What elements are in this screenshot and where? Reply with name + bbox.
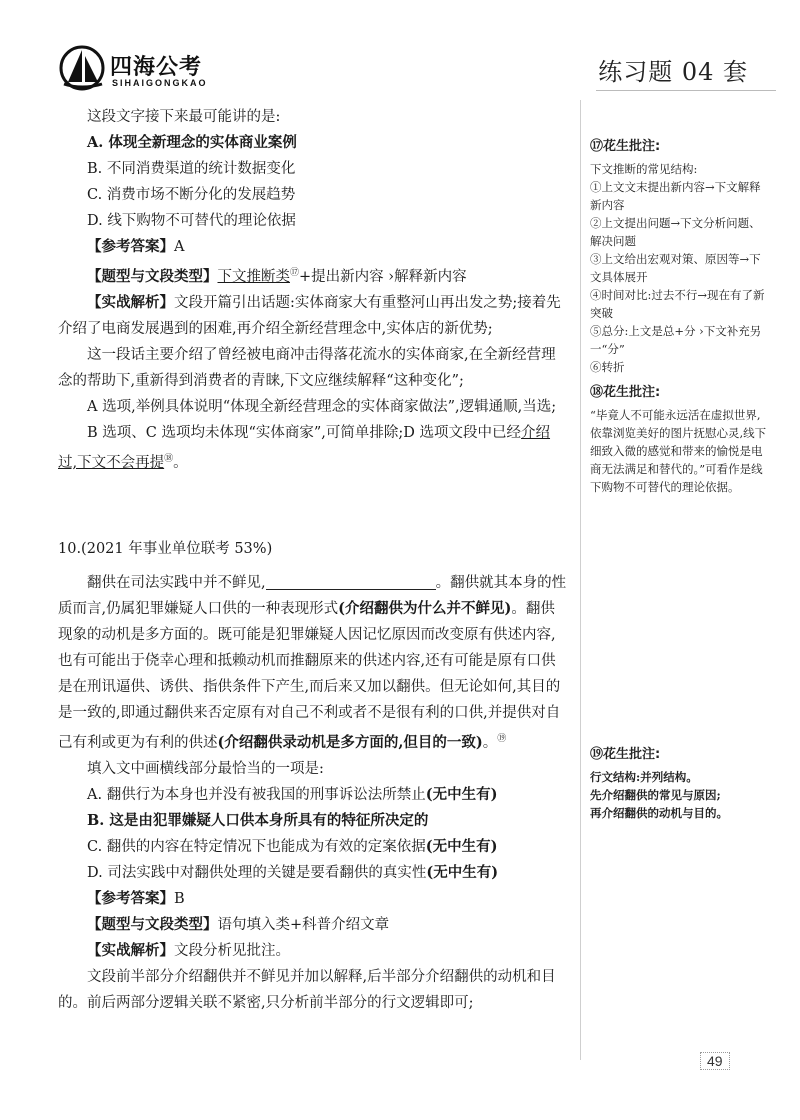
q9-paragraph-3: A 选项,举例具体说明“体现全新经营理念的实体商家做法”,逻辑通顺,当选;	[87, 398, 557, 415]
passage-part-a: 翻供在司法实践中并不鲜见,	[87, 575, 266, 591]
note-head: ⑱花生批注:	[590, 385, 661, 400]
q10-paragraph-last: 文段前半部分介绍翻供并不鲜见并加以解释,后半部分介绍翻供的动机和目的。前后两部分逻辑关联不紧密,只分析前半部分的行文逻辑即可;	[58, 968, 556, 1011]
para4-end: 。	[173, 454, 188, 471]
note-line: ⑥转折	[590, 360, 625, 374]
option-tag: (无中生有)	[426, 863, 499, 881]
note-line: ⑤总分:上文是总+分 ›下文补充另一“分”	[590, 324, 762, 356]
q10-analysis	[58, 938, 568, 964]
q10-option-c	[58, 834, 568, 860]
answer-value: B	[174, 890, 185, 907]
answer-label: 【参考答案】	[87, 889, 174, 907]
q9-option-c: C. 消费市场不断分化的发展趋势	[87, 187, 296, 203]
passage-part-c: 。翻供现象的动机是多方面的。既可能是犯罪嫌疑人因记忆原因而改变原有供述内容,也有可能出于侥幸心理和抵赖动机而推翻原来的供述内容,还有可能是原有口供是在刑讯逼供、诱供、指供条件下产生,而后来又加以翻供。但无论如何,其目的是一致的,即通过翻供来否定原有对自己不利或者不是很有利的口供,并提供对自己有利或更为有利的供述	[58, 601, 561, 751]
para4-text-b: 介绍过,下文不会再提	[58, 424, 551, 471]
note-line: ①上文文末提出新内容→下文解释新内容	[590, 180, 761, 212]
note-ref-17: ⑰	[290, 268, 300, 278]
q10-type	[58, 912, 568, 938]
q9-option-d: D. 线下购物不可替代的理论依据	[87, 213, 296, 229]
passage-part-b: 。翻供就其本身的性质而言,仍属犯罪嫌疑人口供的一种表现形式	[58, 575, 567, 617]
q10-option-d	[58, 860, 568, 886]
note-line: ③上文给出宏观对策、原因等→下文具体展开	[590, 252, 761, 284]
option-tag: (无中生有)	[425, 785, 498, 803]
header-divider	[596, 90, 776, 91]
q9-type	[58, 260, 568, 290]
q10-passage	[58, 570, 568, 756]
q10-option-b	[58, 808, 568, 834]
note-line: 行文结构:并列结构。	[590, 770, 698, 784]
q9-option-a: A. 体现全新理念的实体商业案例	[87, 134, 297, 151]
passage-note-1: (介绍翻供为什么并不鲜见)	[338, 600, 512, 617]
note-line: “毕竟人不可能永远活在虚拟世界,依靠浏览美好的图片抚慰心灵,线下细致入微的感觉和带来的愉悦是电商无法满足和替代的。”可看作是线下购物不可替代的理论依据。	[590, 408, 767, 494]
note-ref-19: ⑲	[497, 734, 507, 744]
analysis-label: 【实战解析】	[87, 941, 174, 959]
q9-option-b: B. 不同消费渠道的统计数据变化	[87, 161, 296, 177]
type-text: 下文推断类	[217, 268, 290, 285]
answer-label: 【参考答案】	[87, 238, 174, 255]
question-10-section	[58, 536, 568, 1016]
passage-end: 。	[482, 734, 498, 751]
type-label: 【题型与文段类型】	[87, 915, 218, 933]
set-title: 练习题 04 套	[598, 58, 748, 86]
question-9-section	[58, 104, 568, 476]
side-note-17	[590, 138, 772, 376]
note-line: 下文推断的常见结构:	[590, 162, 698, 176]
q9-paragraph-2: 这一段话主要介绍了曾经被电商冲击得落花流水的实体商家,在全新经营理念的帮助下,重新得到消费者的青睐,下文应继续解释“这种变化”;	[58, 346, 556, 389]
type-label: 【题型与文段类型】	[87, 267, 218, 285]
note-line: 再介绍翻供的动机与目的。	[590, 806, 728, 820]
brand-logo	[58, 44, 208, 92]
analysis-text: 文段分析见批注。	[174, 942, 290, 959]
sail-logo-icon	[58, 44, 108, 92]
q9-paragraph-4	[58, 420, 568, 476]
q10-prompt: 填入文中画横线部分最恰当的一项是:	[87, 760, 324, 777]
q9-prompt: 这段文字接下来最可能讲的是:	[87, 109, 281, 125]
note-line: ④时间对比:过去不行→现在有了新突破	[590, 288, 765, 320]
q9-analysis	[58, 290, 568, 342]
note-head: ⑲花生批注:	[590, 747, 661, 762]
q9-answer	[58, 234, 568, 260]
q10-heading: 10.(2021 年事业单位联考 53%)	[58, 541, 273, 557]
answer-value: A	[174, 239, 185, 255]
option-text: D. 司法实践中对翻供处理的关键是要看翻供的真实性	[87, 864, 427, 881]
sidebar-divider	[580, 100, 581, 1060]
note-line: ②上文提出问题→下文分析问题、解决问题	[590, 216, 761, 248]
option-text: A. 翻供行为本身也并没有被我国的刑事诉讼法所禁止	[87, 786, 426, 803]
para4-text-a: B 选项、C 选项均未体现“实体商家”,可简单排除;D 选项文段中已经	[87, 424, 522, 441]
analysis-text: 文段开篇引出话题:实体商家大有重整河山再出发之势;接着先介绍了电商发展遇到的困难,再介绍全新经营理念中,实体店的新优势;	[58, 294, 561, 337]
q10-option-a	[58, 782, 568, 808]
side-note-19	[590, 746, 772, 822]
analysis-label: 【实战解析】	[87, 293, 174, 311]
note-line: 先介绍翻供的常见与原因;	[590, 788, 721, 802]
passage-note-2: (介绍翻供录动机是多方面的,但目的一致)	[217, 733, 483, 751]
option-text: B. 这是由犯罪嫌疑人口供本身所具有的特征所决定的	[87, 811, 429, 829]
page-number: 49	[700, 1052, 730, 1070]
note-ref-18: ⑱	[164, 453, 174, 464]
logo-text-cn: 四海公考	[110, 55, 203, 80]
fill-blank	[266, 573, 436, 590]
type-text: 语句填入类+科普介绍文章	[217, 916, 390, 933]
logo-text-en: SIHAIGONGKAO	[112, 78, 208, 88]
type-rest: +提出新内容 ›解释新内容	[299, 268, 467, 285]
side-note-18	[590, 384, 772, 496]
note-head: ⑰花生批注:	[590, 139, 661, 154]
option-tag: (无中生有)	[425, 837, 498, 855]
option-text: C. 翻供的内容在特定情况下也能成为有效的定案依据	[87, 838, 426, 855]
q10-answer	[58, 886, 568, 912]
